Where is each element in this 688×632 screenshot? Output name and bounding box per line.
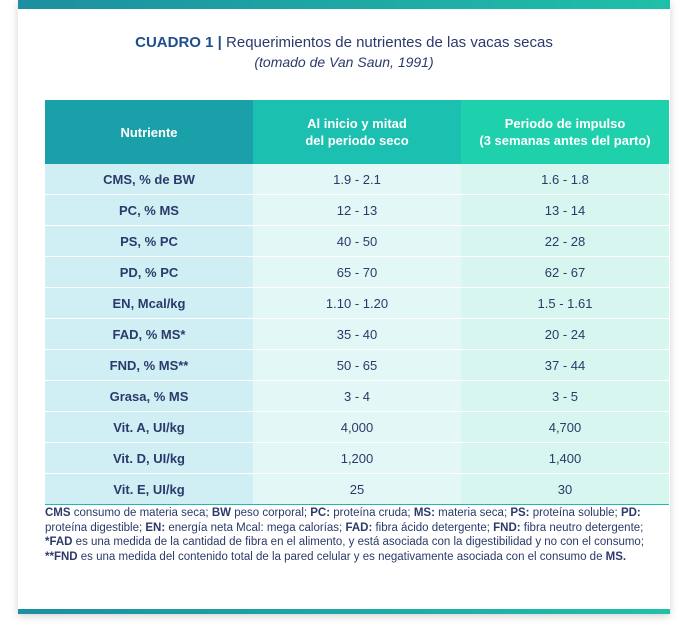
note-definition: fibra neutro detergente; <box>520 521 644 534</box>
nutrients-table <box>45 100 669 505</box>
top-accent-bar <box>18 0 670 9</box>
value-cell: 35 - 40 <box>253 319 461 350</box>
nutrient-cell: FND, % MS** <box>45 350 253 381</box>
nutrient-cell: PC, % MS <box>45 195 253 226</box>
note-definition: es una medida de la cantidad de fibra en el alimento, y está asociada con la digestibilidad y no con el consumo; <box>72 536 645 548</box>
table-row <box>45 226 669 257</box>
nutrient-cell: PD, % PC <box>45 257 253 288</box>
note-definition: fibra ácido detergente; <box>372 521 494 534</box>
value-cell: 65 - 70 <box>253 257 461 288</box>
note-term: CMS <box>45 507 71 519</box>
nutrient-cell: PS, % PC <box>45 226 253 257</box>
value-cell: 1,400 <box>461 443 669 474</box>
nutrient-cell: Vit. A, UI/kg <box>45 412 253 443</box>
value-cell: 1.5 - 1.61 <box>461 288 669 319</box>
nutrient-cell: Vit. E, UI/kg <box>45 474 253 505</box>
note-definition: materia seca; <box>434 507 511 519</box>
nutrient-cell: FAD, % MS* <box>45 319 253 350</box>
note-term: EN: <box>145 521 166 534</box>
header-inicio <box>253 100 461 164</box>
header-line: Periodo de impulso <box>504 116 626 131</box>
nutrient-cell: Grasa, % MS <box>45 381 253 412</box>
header-line: Al inicio y mitad <box>307 116 407 131</box>
footnotes <box>45 506 645 564</box>
value-cell: 3 - 5 <box>461 381 669 412</box>
bottom-accent-bar <box>18 609 670 614</box>
note-term: MS: <box>413 507 435 519</box>
table-card <box>18 0 670 614</box>
table-row <box>45 350 669 381</box>
header-line: del periodo seco <box>305 133 409 148</box>
note-term: BW <box>211 507 231 519</box>
nutrient-cell: CMS, % de BW <box>45 164 253 195</box>
header-row <box>45 100 669 164</box>
note-term: PS: <box>510 507 530 519</box>
note-definition: proteína cruda; <box>330 507 414 519</box>
value-cell: 25 <box>253 474 461 505</box>
note-definition: proteína soluble; <box>529 507 621 519</box>
table-subtitle: (tomado de Van Saun, 1991) <box>254 54 434 70</box>
table-row <box>45 195 669 226</box>
value-cell: 1,200 <box>253 443 461 474</box>
value-cell: 3 - 4 <box>253 381 461 412</box>
header-line: Nutriente <box>120 124 178 140</box>
value-cell: 62 - 67 <box>461 257 669 288</box>
value-cell: 4,000 <box>253 412 461 443</box>
value-cell: 13 - 14 <box>461 195 669 226</box>
note-term: *FAD <box>45 536 73 548</box>
header-line: (3 semanas antes del parto) <box>479 133 651 148</box>
note-definition: peso corporal; <box>231 507 311 519</box>
header-impulso <box>461 100 669 164</box>
note-term: **FND <box>45 550 78 563</box>
table-row <box>45 257 669 288</box>
note-term: FND: <box>493 521 521 534</box>
table-row <box>45 319 669 350</box>
table-title <box>18 34 670 51</box>
value-cell: 4,700 <box>461 412 669 443</box>
value-cell: 50 - 65 <box>253 350 461 381</box>
note-term: MS. <box>605 550 627 563</box>
note-definition: energía neta Mcal: mega calorías; <box>165 521 346 534</box>
title-text: Requerimientos de nutrientes de las vacas secas <box>226 34 553 51</box>
table-row <box>45 288 669 319</box>
value-cell: 1.6 - 1.8 <box>461 164 669 195</box>
value-cell: 30 <box>461 474 669 505</box>
value-cell: 20 - 24 <box>461 319 669 350</box>
table-body <box>45 164 669 505</box>
note-definition: es una medida del contenido total de la pared celular y es negativamente asociada con el consumo de <box>77 550 606 563</box>
value-cell: 1.10 - 1.20 <box>253 288 461 319</box>
note-term: PD: <box>620 507 641 519</box>
header-nutriente <box>45 100 253 164</box>
value-cell: 12 - 13 <box>253 195 461 226</box>
note-definition: proteína digestible; <box>45 521 146 534</box>
nutrient-cell: EN, Mcal/kg <box>45 288 253 319</box>
note-term: PC: <box>310 507 331 519</box>
table-row <box>45 381 669 412</box>
table-row <box>45 443 669 474</box>
table-row <box>45 474 669 505</box>
note-term: FAD: <box>345 521 373 534</box>
title-prefix: CUADRO 1 | <box>135 34 222 51</box>
table-row <box>45 164 669 195</box>
value-cell: 1.9 - 2.1 <box>253 164 461 195</box>
value-cell: 22 - 28 <box>461 226 669 257</box>
nutrient-cell: Vit. D, UI/kg <box>45 443 253 474</box>
table-row <box>45 412 669 443</box>
value-cell: 40 - 50 <box>253 226 461 257</box>
note-definition: consumo de materia seca; <box>70 507 212 519</box>
value-cell: 37 - 44 <box>461 350 669 381</box>
